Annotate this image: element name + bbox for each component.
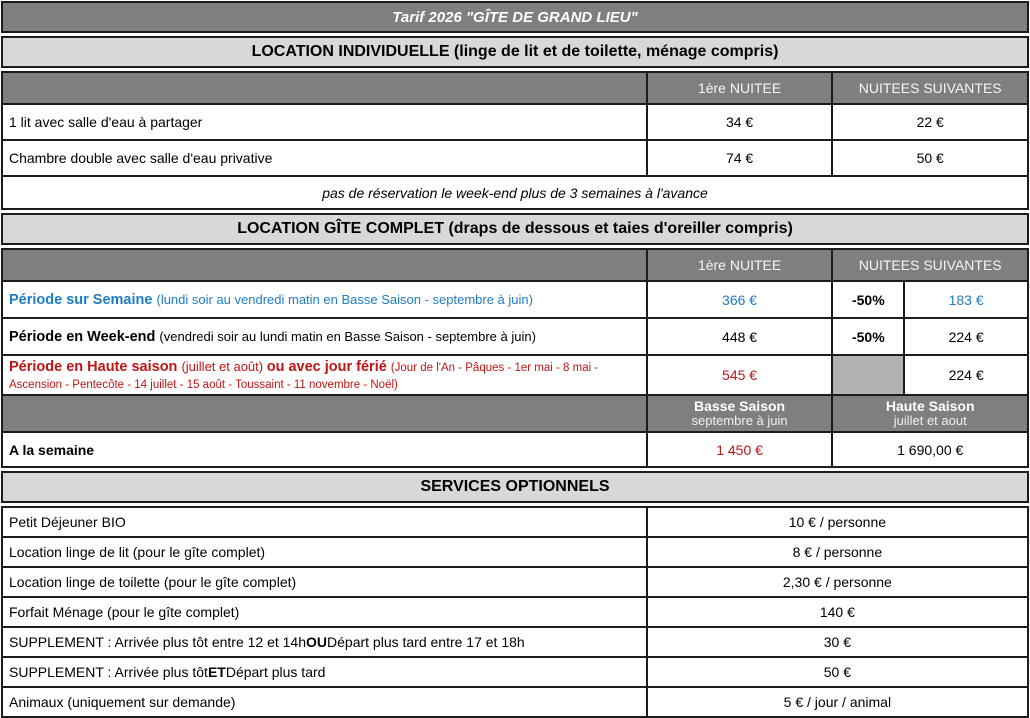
service-label-text: Départ plus tard entre 17 et 18h bbox=[327, 634, 525, 650]
row-label: A la semaine bbox=[9, 441, 95, 458]
price-next-nights: 50 € bbox=[831, 141, 1027, 175]
individuelle-table bbox=[1, 71, 1029, 210]
service-price: 10 € / personne bbox=[646, 508, 1027, 536]
period-label bbox=[9, 356, 646, 395]
row-label bbox=[3, 319, 646, 354]
service-label-bold: ET bbox=[207, 664, 226, 680]
price-first-night: 448 € bbox=[646, 319, 832, 354]
service-label-text: Forfait Ménage (pour le gîte complet) bbox=[9, 604, 240, 620]
service-label bbox=[3, 628, 646, 656]
discount-cell: -50% bbox=[831, 282, 903, 317]
table-row bbox=[3, 656, 1027, 686]
individuelle-column-header-row bbox=[3, 73, 1027, 103]
blank-gray-cell bbox=[831, 356, 903, 394]
reservation-note-row bbox=[3, 175, 1027, 208]
service-label-text: Petit Déjeuner BIO bbox=[9, 514, 126, 530]
low-season-title: Basse Saison bbox=[694, 397, 786, 414]
table-row bbox=[3, 536, 1027, 566]
period-label-main: Période sur Semaine bbox=[9, 291, 157, 308]
price-next-nights: 22 € bbox=[831, 105, 1027, 139]
price-low-season: 1 450 € bbox=[646, 433, 832, 466]
blank-header-cell bbox=[3, 250, 646, 280]
high-season-subtitle: juillet et aout bbox=[893, 413, 967, 429]
service-label bbox=[3, 568, 646, 596]
table-row bbox=[3, 626, 1027, 656]
column-header-high-season bbox=[831, 396, 1027, 431]
service-label bbox=[3, 658, 646, 686]
price-next-nights: 183 € bbox=[903, 282, 1027, 317]
table-row-weekend-period bbox=[3, 317, 1027, 354]
period-label-detail: (lundi soir au vendredi matin en Basse Saison - septembre à juin) bbox=[156, 291, 533, 307]
gite-column-header-row bbox=[3, 250, 1027, 280]
column-header-first-night: 1ère NUITEE bbox=[646, 73, 832, 103]
service-label bbox=[3, 688, 646, 716]
table-row bbox=[3, 139, 1027, 175]
table-row-high-season-period bbox=[3, 354, 1027, 394]
table-row-weekly-rate bbox=[3, 431, 1027, 466]
discount-cell: -50% bbox=[831, 319, 903, 354]
section-title-individuelle: LOCATION INDIVIDUELLE (linge de lit et de toilette, ménage compris) bbox=[251, 43, 779, 60]
service-label bbox=[3, 538, 646, 566]
service-label-text: Location linge de lit (pour le gîte complet) bbox=[9, 544, 266, 560]
table-row bbox=[3, 508, 1027, 536]
period-label bbox=[9, 289, 533, 311]
low-season-subtitle: septembre à juin bbox=[691, 413, 788, 429]
service-price: 5 € / jour / animal bbox=[646, 688, 1027, 716]
row-label bbox=[3, 356, 646, 394]
service-price: 140 € bbox=[646, 598, 1027, 626]
season-header-row bbox=[3, 394, 1027, 431]
section-title-gite: LOCATION GÎTE COMPLET (draps de dessous et taies d'oreiller compris) bbox=[237, 220, 793, 237]
column-header-next-nights: NUITEES SUIVANTES bbox=[831, 250, 1027, 280]
table-row-week-period bbox=[3, 280, 1027, 317]
period-label-holiday: ou avec jour férié bbox=[266, 358, 391, 375]
column-header-first-night: 1ère NUITEE bbox=[646, 250, 832, 280]
price-next-nights: 224 € bbox=[903, 356, 1027, 394]
high-season-title: Haute Saison bbox=[885, 397, 975, 414]
price-high-season: 1 690,00 € bbox=[831, 433, 1027, 466]
table-row bbox=[3, 566, 1027, 596]
column-header-low-season bbox=[646, 396, 832, 431]
page-title: Tarif 2026 "GÎTE DE GRAND LIEU" bbox=[392, 8, 638, 26]
service-price: 30 € bbox=[646, 628, 1027, 656]
service-price: 2,30 € / personne bbox=[646, 568, 1027, 596]
period-label-main: Période en Haute saison bbox=[9, 358, 182, 375]
section-gite-header bbox=[1, 213, 1029, 245]
reservation-note: pas de réservation le week-end plus de 3 semaines à l'avance bbox=[322, 184, 708, 201]
section-title-services: SERVICES OPTIONNELS bbox=[420, 478, 610, 495]
service-price: 50 € bbox=[646, 658, 1027, 686]
period-label bbox=[9, 326, 536, 348]
price-first-night: 34 € bbox=[646, 105, 832, 139]
period-label-months: (juillet et août) bbox=[181, 358, 267, 374]
service-price: 8 € / personne bbox=[646, 538, 1027, 566]
period-label-detail: (vendredi soir au lundi matin en Basse Saison - septembre à juin) bbox=[159, 328, 536, 344]
section-services-header bbox=[1, 471, 1029, 503]
row-label: Chambre double avec salle d'eau privative bbox=[9, 150, 273, 166]
period-label-holiday-list: (Jour de l'An - Pâques - 1er mai - 8 mai - Ascension - Pentecôte - 14 juillet - 15 août - Toussaint - 11 novembre - Noël) bbox=[9, 361, 599, 392]
price-first-night: 545 € bbox=[646, 356, 832, 394]
service-label-text: SUPPLEMENT : Arrivée plus tôt entre 12 et 14h bbox=[9, 634, 307, 650]
table-row bbox=[3, 596, 1027, 626]
service-label-bold: OU bbox=[306, 634, 328, 650]
blank-header-cell bbox=[3, 396, 646, 431]
row-label: 1 lit avec salle d'eau à partager bbox=[9, 114, 203, 130]
price-first-night: 366 € bbox=[646, 282, 832, 317]
blank-header-cell bbox=[3, 73, 646, 103]
table-row bbox=[3, 686, 1027, 716]
service-label bbox=[3, 598, 646, 626]
price-first-night: 74 € bbox=[646, 141, 832, 175]
row-label bbox=[3, 282, 646, 317]
gite-table bbox=[1, 248, 1029, 468]
period-label-main: Période en Week-end bbox=[9, 328, 160, 345]
title-bar bbox=[1, 1, 1029, 33]
price-next-nights: 224 € bbox=[903, 319, 1027, 354]
service-label-text: Animaux (uniquement sur demande) bbox=[9, 694, 236, 710]
table-row bbox=[3, 103, 1027, 139]
service-label bbox=[3, 508, 646, 536]
services-table bbox=[1, 506, 1029, 718]
section-individuelle-header bbox=[1, 36, 1029, 68]
column-header-next-nights: NUITEES SUIVANTES bbox=[831, 73, 1027, 103]
service-label-text: SUPPLEMENT : Arrivée plus tôt bbox=[9, 664, 208, 680]
service-label-text: Location linge de toilette (pour le gîte complet) bbox=[9, 574, 297, 590]
service-label-text: Départ plus tard bbox=[225, 664, 326, 680]
